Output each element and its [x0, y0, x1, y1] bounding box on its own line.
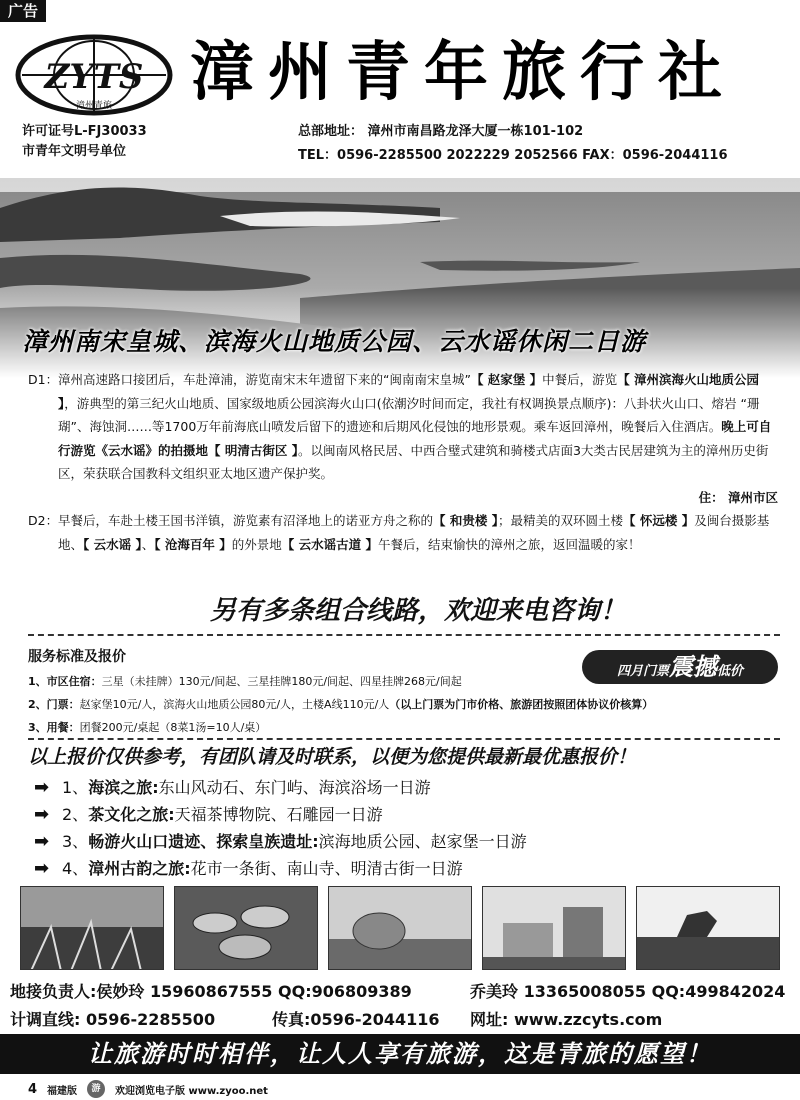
photo-tulou	[174, 886, 318, 970]
list-item: ➡ 4、 漳州古韵之旅: 花市一条街、南山寺、明清古街一日游	[34, 855, 527, 882]
honor-title: 市青年文明号单位	[22, 144, 127, 159]
header-phones: TEL：0596-2285500 2022229 2052566 FAX：0596-2044116	[298, 148, 728, 163]
license-number: 许可证号L-FJ30033	[22, 124, 147, 139]
headquarters-address: 总部地址： 漳州市南昌路龙泽大厦一栋101-102	[298, 124, 584, 139]
hotline: 计调直线: 0596-2285500	[10, 1010, 216, 1029]
second-contact: 乔美玲 13365008055 QQ:499842024	[470, 982, 786, 1001]
website-link[interactable]: 网址: www.zzcyts.com	[470, 1010, 663, 1029]
license-info	[22, 122, 147, 162]
service-lodging: 1、市区住宿：三星（未挂牌）130元/间起、三星挂牌180元/间起、四星挂牌268元/间起	[28, 675, 462, 688]
service-meals: 3、用餐：团餐200元/桌起（8菜1汤=10人/桌）	[28, 721, 267, 734]
day-2-text: 早餐后，车赴土楼王国书洋镇，游览素有沼泽地上的诺亚方舟之称的【 和贵楼 】；最精美的双环圆土楼【 怀远楼 】及闽台摄影基地、【 云水谣 】、【 沧海百年 】的外景地【 云水谣古道 】午餐后，结束愉快的漳州之旅，返回温暖的家！	[58, 513, 770, 552]
arrow-right-icon: ➡	[34, 831, 50, 852]
route-list	[34, 774, 527, 882]
photo-strip	[20, 886, 780, 970]
list-item: ➡ 1、 海滨之旅: 东山风动石、东门屿、海滨浴场一日游	[34, 774, 527, 801]
divider	[28, 738, 780, 740]
logo-tagline: 漳州青旅	[75, 101, 113, 111]
photo-statue	[636, 886, 780, 970]
service-tickets: 2、门票：赵家堡10元/人，滨海火山地质公园80元/人，土楼A线110元/人（以上门票为门市价格、旅游团按照团体协议价核算）	[28, 698, 654, 711]
arrow-right-icon: ➡	[34, 777, 50, 798]
local-contact: 地接负责人:侯妙玲 15960867555 QQ:906809389	[10, 982, 412, 1001]
logo-text: ZYTS	[44, 57, 144, 97]
day-2	[28, 509, 778, 556]
magazine-badge-icon: 游	[87, 1080, 105, 1098]
edition-label: 福建版	[47, 1085, 78, 1097]
company-name: 漳州青年旅行社	[190, 35, 736, 110]
header-contact	[298, 120, 728, 168]
day-1-label: D1：	[28, 372, 59, 387]
page-footer	[28, 1080, 268, 1098]
arrow-right-icon: ➡	[34, 858, 50, 879]
divider	[28, 634, 780, 636]
photo-old-street	[482, 886, 626, 970]
day-1-text: 漳州高速路口接团后，车赴漳浦，游览南宋末年遗留下来的“闽南南宋皇城”【 赵家堡 】中餐后，游览【 漳州滨海火山地质公园 】，游典型的第三纪火山地质、国家级地质公园滨海火山口(依潮汐时间而定，我社有权调换景点顺序)：八卦状火山口、熔岩 “珊瑚”、海蚀洞……等1700万年前海底山喷发后留下的遗迹和后期风化侵蚀的地形景观。乘车返回漳州，晚餐后入住酒店。晚上可自行游览《云水谣》的拍摄地【 明清古街区 】。以闽南风格民居、中西合璧式建筑和骑楼式店面3大类古民居建筑为主的漳州历史街区，荣获联合国教科文组织亚太地区遗产保护奖。 住： 漳州市区	[58, 368, 778, 509]
arrow-right-icon: ➡	[34, 804, 50, 825]
itinerary	[28, 368, 778, 556]
promo-badge: 四月门票震撼低价	[582, 650, 778, 684]
day-2-label: D2：	[28, 513, 59, 528]
day-1	[28, 368, 778, 509]
list-item: ➡ 3、 畅游火山口遗迹、探索皇族遗址: 滨海地质公园、赵家堡一日游	[34, 828, 527, 855]
company-logo	[14, 32, 174, 118]
site-link[interactable]: 欢迎浏览电子版 www.zyoo.net	[115, 1085, 268, 1097]
fax-number: 传真:0596-2044116	[272, 1010, 440, 1029]
service-list	[28, 670, 788, 739]
tour-title: 漳州南宋皇城、滨海火山地质公园、云水谣休闲二日游	[22, 327, 647, 356]
day-1-stay: 住： 漳州市区	[698, 489, 778, 505]
photo-wind-stone	[328, 886, 472, 970]
photo-coast-plants	[20, 886, 164, 970]
ad-tag: 广告	[0, 0, 46, 22]
list-item: ➡ 2、 茶文化之旅: 天福茶博物院、石雕园一日游	[34, 801, 527, 828]
slogan-bar: 让旅游时时相伴，让人人享有旅游，这是青旅的愿望！	[0, 1034, 800, 1074]
footer-contacts	[10, 978, 790, 1034]
service-title: 服务标准及报价	[28, 649, 126, 665]
price-note: 以上报价仅供参考，有团队请及时联系，以便为您提供最新最优惠报价！	[28, 746, 637, 768]
page-number: 4	[28, 1081, 38, 1097]
more-routes-banner: 另有多条组合线路，欢迎来电咨询！	[210, 596, 627, 626]
